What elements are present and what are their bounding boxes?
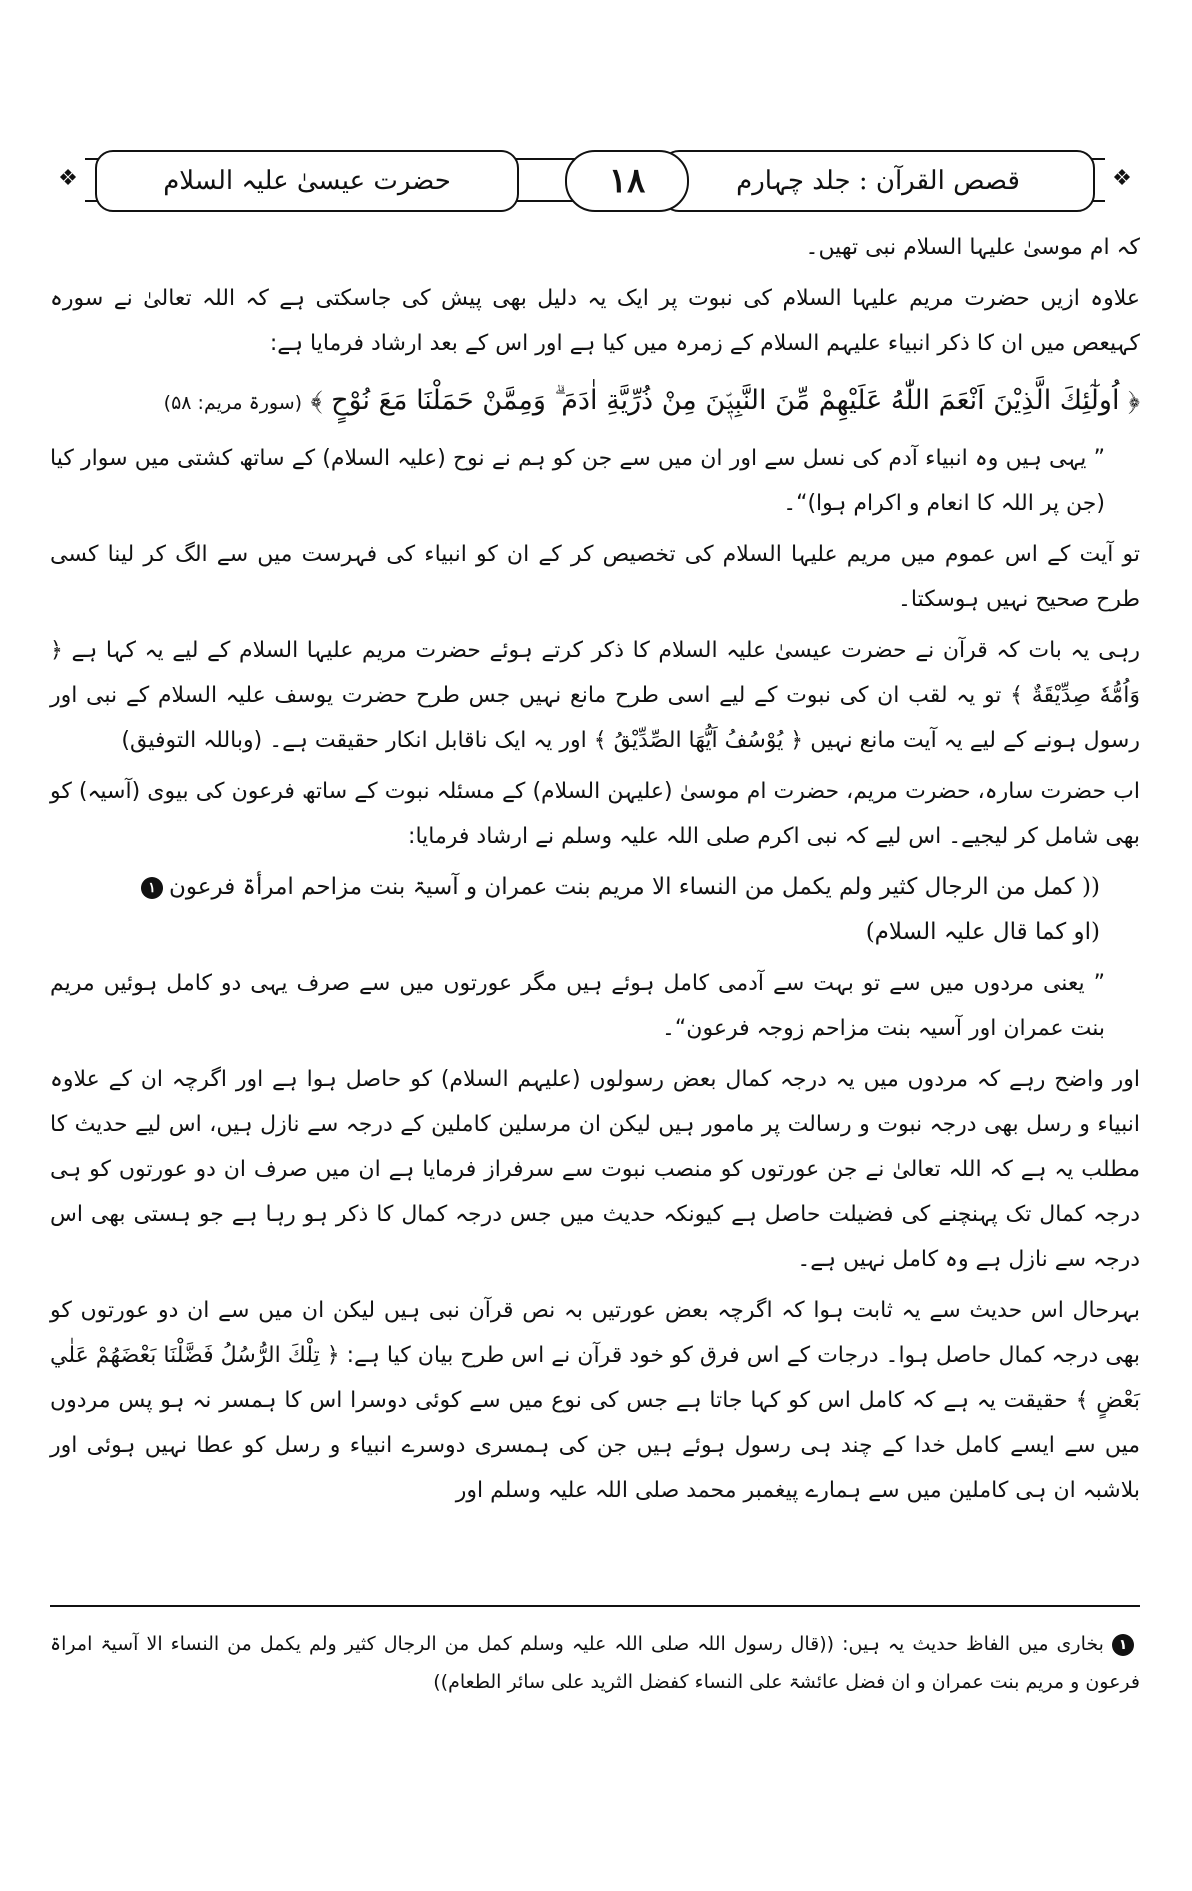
footnote-divider	[50, 1605, 1140, 1607]
quran-verse	[50, 372, 1140, 432]
footnote-text: بخاری میں الفاظ حدیث یہ ہیں: ((قال رسول اللہ صلی اللہ علیہ وسلم کمل من الرجال کثیر ولم یکمل من النساء الا آسیۃ امراۃ فرعون و مریم بنت عمران و ان فضل عائشۃ علی النساء کفضل الثرید علی سائر الطعام))	[50, 1633, 1140, 1693]
main-text	[50, 225, 1140, 1519]
paragraph: رہی یہ بات کہ قرآن نے حضرت عیسیٰ علیہ السلام کا ذکر کرتے ہوئے حضرت مریم علیہا السلام کے لیے یہ کہا ہے ﴿ وَاُمُّهٗ صِدِّيْقَةٌ ﴾ تو یہ لقب ان کی نبوت کے لیے اسی طرح مانع نہیں جس طرح حضرت یوسف علیہ السلام کے نبی اور رسول ہونے کے لیے یہ آیت مانع نہیں ﴿ يُوْسُفُ اَيُّهَا الصِّدِّيْقُ ﴾ اور یہ ایک ناقابل انکار حقیقت ہے۔ (وباللہ التوفیق)	[50, 638, 1140, 753]
footnote-marker: ۱	[141, 877, 163, 899]
paragraph: بہرحال اس حدیث سے یہ ثابت ہوا کہ اگرچہ بعض عورتیں بہ نص قرآن نبی ہیں لیکن ان میں سے ان دو عورتوں کو بھی درجہ کمال حاصل ہوا۔ درجات کے اس فرق کو خود قرآن نے اس طرح بیان کیا ہے: ﴿ تِلْكَ الرُّسُلُ فَضَّلْنَا بَعْضَهُمْ عَلٰي بَعْضٍ ﴾ حقیقت یہ ہے کہ کامل اس کو کہا جاتا ہے جس کی نوع میں سے کوئی دوسرا اس کا ہمسر نہ ہو پس مردوں میں سے ایسے کامل خدا کے چند ہی رسول ہوئے ہیں جن کی ہمسری دوسرے انبیاء و رسل کو عطا نہیں ہوئی اور بلاشبہ ان ہی کاملین میں سے ہمارے پیغمبر محمد صلی اللہ علیہ وسلم اور	[50, 1298, 1140, 1503]
footnote-number: ۱	[1112, 1634, 1134, 1656]
footnote	[50, 1625, 1140, 1701]
paragraph: کہ ام موسیٰ علیہا السلام نبی تھیں۔	[805, 235, 1140, 260]
chapter-title: حضرت عیسیٰ علیہ السلام	[95, 150, 519, 212]
paragraph: علاوہ ازیں حضرت مریم علیہا السلام کی نبوت پر ایک یہ دلیل بھی پیش کی جاسکتی ہے کہ اللہ تعالیٰ نے سورہ کہیعص میں ان کا ذکر انبیاء علیہم السلام کے زمرہ میں کیا ہے اور اس کے بعد ارشاد فرمایا ہے:	[50, 286, 1140, 356]
paragraph: اب حضرت سارہ، حضرت مریم، حضرت ام موسیٰ (علیہن السلام) کے مسئلہ نبوت کے ساتھ فرعون کی بیوی (آسیہ) کو بھی شامل کر لیجیے۔ اس لیے کہ نبی اکرم صلی اللہ علیہ وسلم نے ارشاد فرمایا:	[50, 779, 1140, 849]
hadith-arabic: (( کمل من الرجال کثیر ولم یکمل من النساء الا مریم بنت عمران و آسیۃ بنت مزاحم امرأۃ فرعون	[169, 874, 1100, 900]
hadith-text	[50, 865, 1140, 955]
verse-translation: ” یہی ہیں وہ انبیاء آدم کی نسل سے اور ان میں سے جن کو ہم نے نوح (علیہ السلام) کے ساتھ کشتی میں سوار کیا (جن پر اللہ کا انعام و اکرام ہوا)“۔	[50, 446, 1105, 516]
hadith-closing: (او کما قال علیہ السلام)	[865, 919, 1100, 945]
quran-verse-text: ﴿ اُولٰٓئِكَ الَّذِيْنَ اَنْعَمَ اللّٰهُ عَلَيْهِمْ مِّنَ النَّبِيّٖنَ مِنْ ذُرِّيَّةِ اٰدَمَ ۗ وَمِمَّنْ حَمَلْنَا مَعَ نُوْحٍ ﴾	[310, 385, 1140, 416]
paragraph: اور واضح رہے کہ مردوں میں یہ درجہ کمال بعض رسولوں (علیہم السلام) کو حاصل ہوا ہے اور اگرچہ ان کے علاوہ انبیاء و رسل بھی درجہ نبوت و رسالت پر مامور ہیں لیکن ان مرسلین کاملین کے درجہ سے نازل ہیں، اس لیے حدیث کا مطلب یہ ہے کہ اللہ تعالیٰ نے جن عورتوں کو منصب نبوت سے سرفراز فرمایا ہے ان میں صرف ان دو عورتوں کو ہی درجہ کمال تک پہنچنے کی فضیلت حاصل ہے کیونکہ حدیث میں جس درجہ کمال کا ذکر ہو رہا ہے جو ہستی بھی اس درجہ سے نازل ہے وہ کامل نہیں ہے۔	[50, 1067, 1140, 1272]
paragraph: تو آیت کے اس عموم میں مریم علیہا السلام کی تخصیص کر کے ان کو انبیاء کی فہرست میں سے الگ کر لینا کسی طرح صحیح نہیں ہوسکتا۔	[50, 542, 1140, 612]
book-title: قصص القرآن : جلد چہارم	[661, 150, 1095, 212]
ornament-right-icon: ❖	[1112, 166, 1132, 191]
hadith-translation: ” یعنی مردوں میں سے تو بہت سے آدمی کامل ہوئے ہیں مگر عورتوں میں سے صرف یہی دو کامل ہوئیں مریم بنت عمران اور آسیہ بنت مزاحم زوجہ فرعون“۔	[50, 971, 1105, 1041]
ornament-left-icon: ❖	[58, 166, 78, 191]
quran-reference: (سورۃ مریم: ۵۸)	[163, 392, 303, 414]
page-number: ۱۸	[565, 150, 689, 212]
running-header	[55, 150, 1135, 210]
